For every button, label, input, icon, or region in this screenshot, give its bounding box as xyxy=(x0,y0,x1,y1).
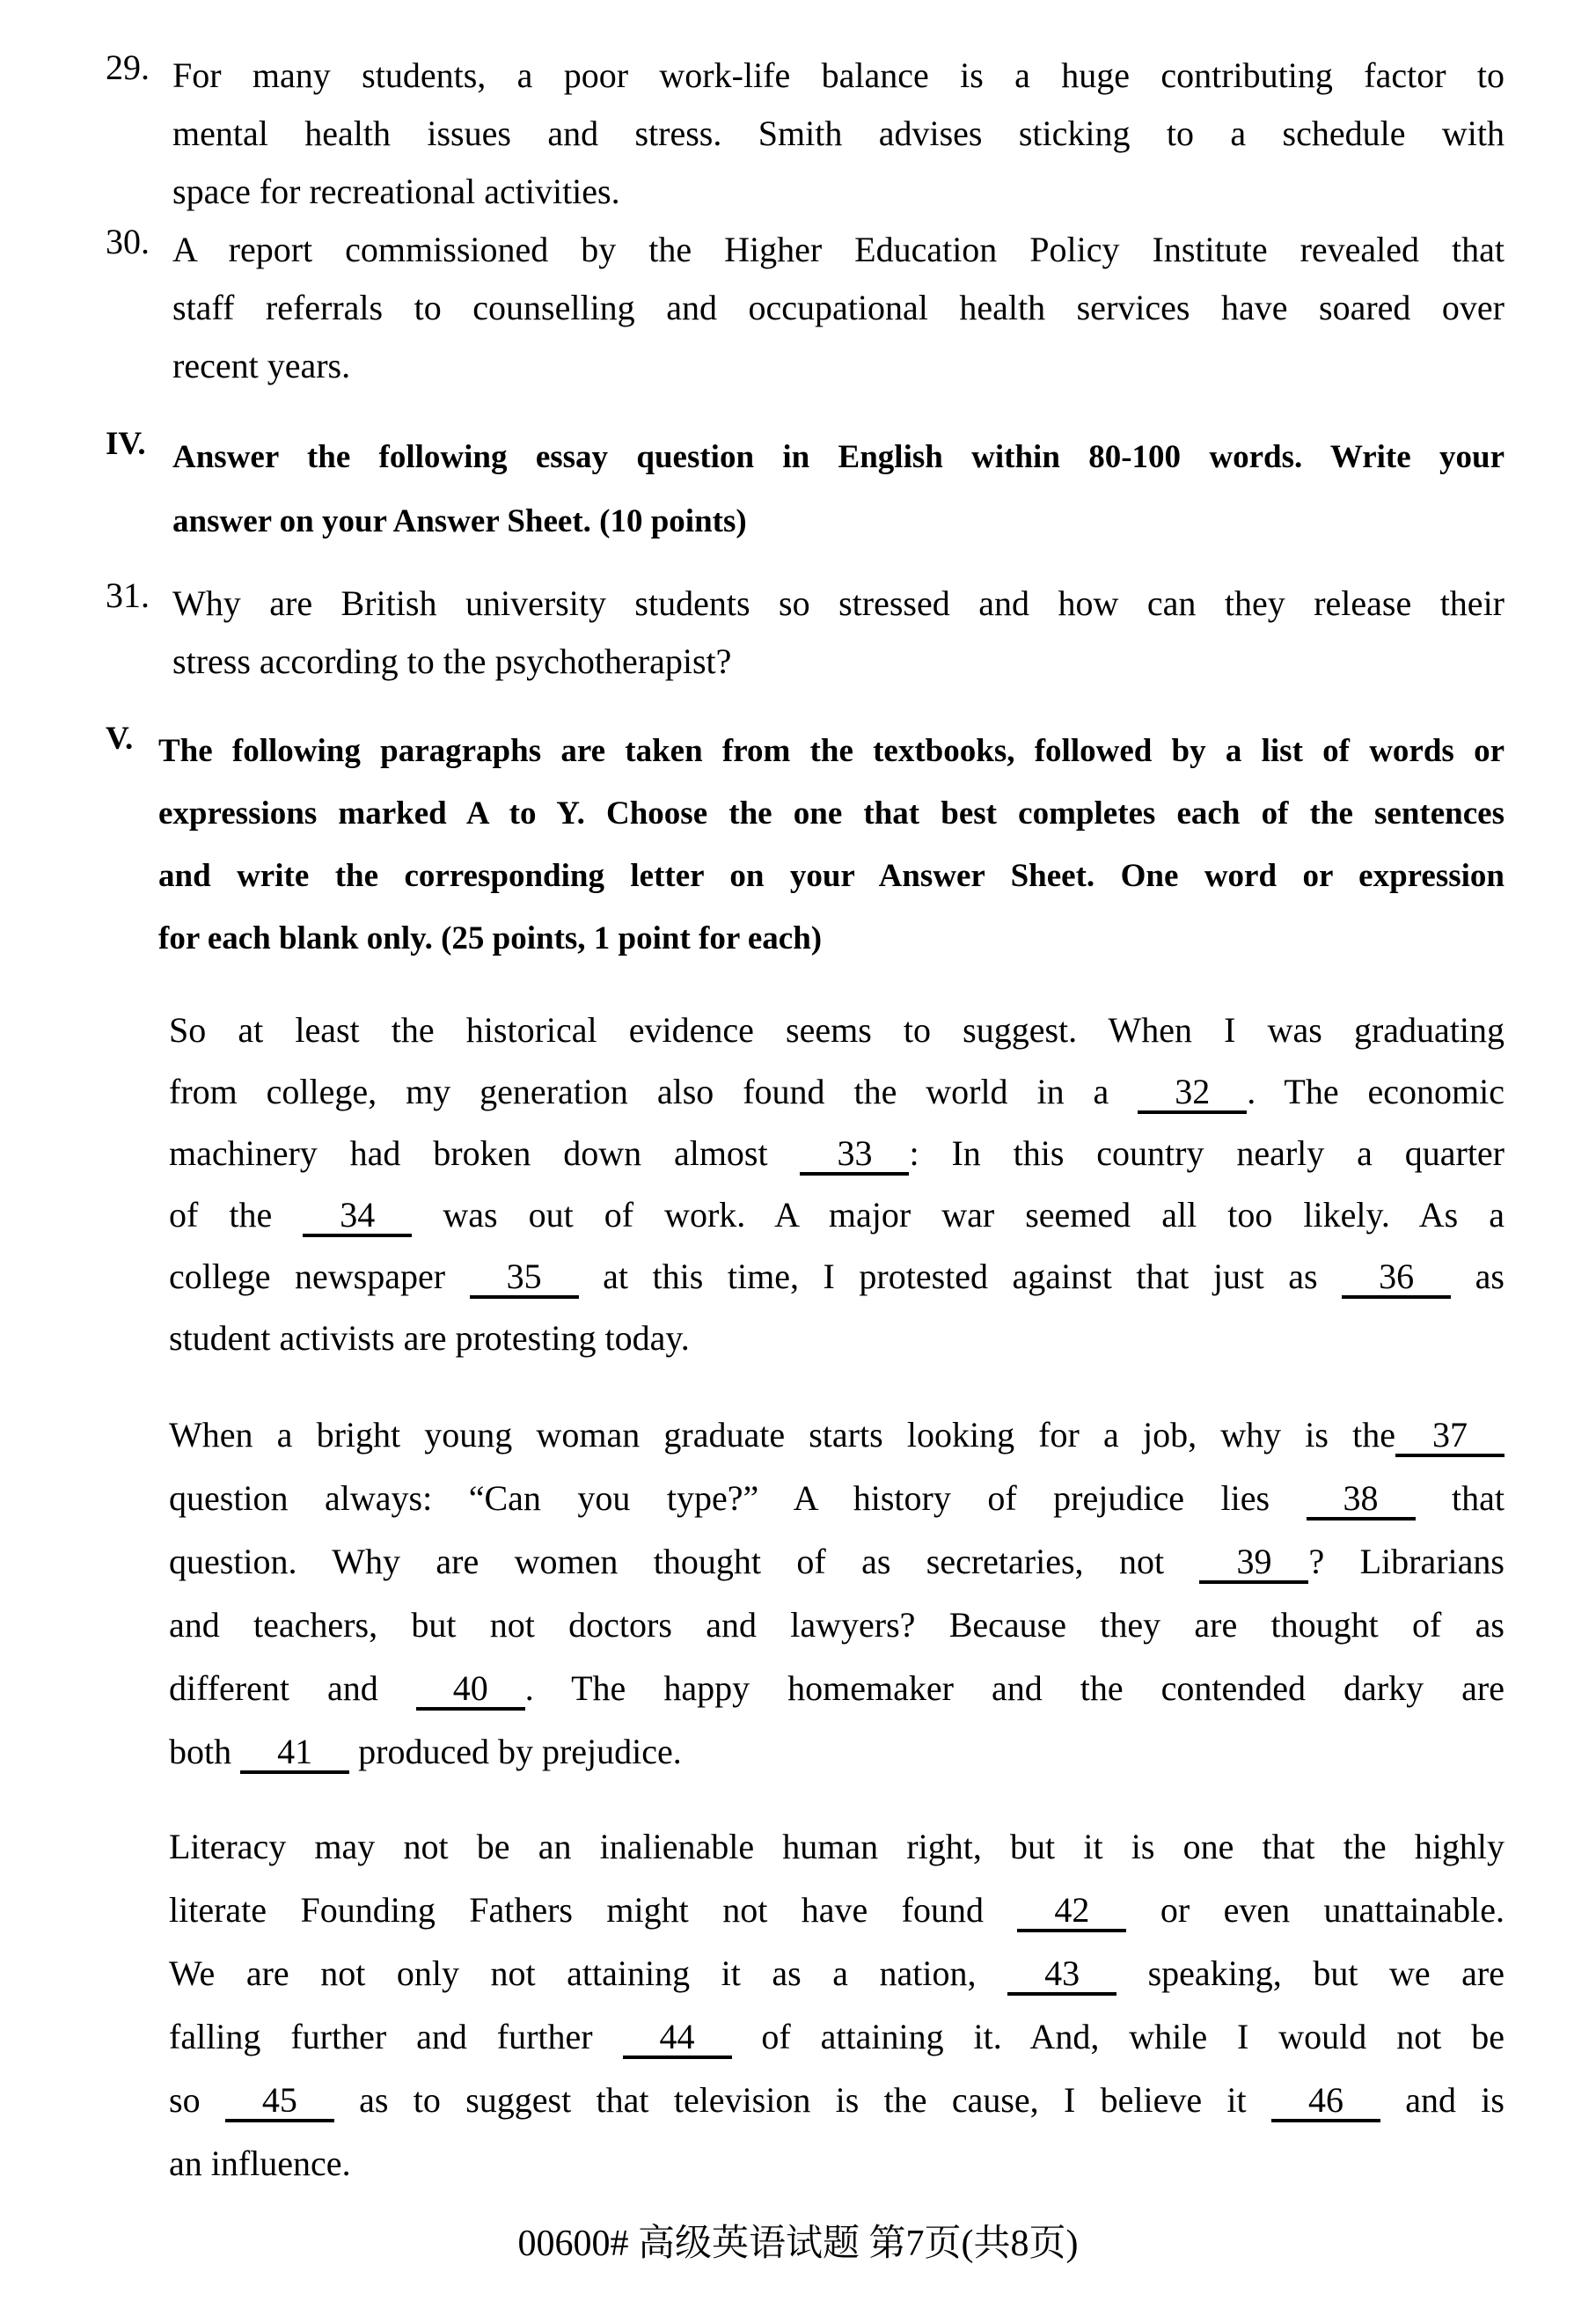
text-line: of the 34 was out of work. A major war seemed all too likely. As a xyxy=(169,1184,1504,1246)
text-line: college newspaper 35 at this time, I protested against that just as 36 as xyxy=(169,1246,1504,1308)
text-line: falling further and further 44 of attaining it. And, while I would not be xyxy=(169,2005,1504,2069)
text-line: from college, my generation also found the world in a 32 . The economic xyxy=(169,1061,1504,1123)
item-number xyxy=(106,1403,169,1784)
text-line: an influence. xyxy=(169,2143,351,2183)
text-line: Literacy may not be an inalienable human right, but it is one that the highly xyxy=(169,1827,1504,1866)
item-number: 30. xyxy=(106,222,150,261)
answer-blank-35: 35 xyxy=(470,1258,579,1299)
answer-blank-40: 40 xyxy=(416,1670,525,1711)
section-5 xyxy=(106,720,1504,970)
text-line: recent years. xyxy=(172,346,351,385)
block-body xyxy=(158,720,1504,970)
block-body xyxy=(172,47,1504,221)
item-31 xyxy=(106,575,1504,691)
text-line: both 41 produced by prejudice. xyxy=(169,1720,1504,1784)
answer-blank-43: 43 xyxy=(1007,1955,1116,1996)
text-line: The following paragraphs are taken from the textbooks, followed by a list of words or xyxy=(158,733,1504,769)
text-line: So at least the historical evidence seems to suggest. When I was graduating xyxy=(169,1010,1504,1050)
text-line: For many students, a poor work-life balance is a huge contributing factor to xyxy=(172,55,1504,95)
text-line: literate Founding Fathers might not have found 42 or even unattainable. xyxy=(169,1879,1504,1942)
text-line: Answer the following essay question in English within 80-100 words. Write your xyxy=(172,439,1504,475)
page-footer: 00600# 高级英语试题 第7页(共8页) xyxy=(517,2224,1079,2264)
text-line: Why are British university students so stressed and how can they release their xyxy=(172,583,1504,623)
text-line: expressions marked A to Y. Choose the one that best completes each of the sentences xyxy=(158,795,1504,832)
passage-2 xyxy=(106,1403,1504,1784)
block-body xyxy=(169,1815,1504,2195)
item-29 xyxy=(106,47,1504,221)
text-line: question. Why are women thought of as secretaries, not 39 ? Librarians xyxy=(169,1530,1504,1594)
block-body xyxy=(169,1403,1504,1784)
block-body xyxy=(172,425,1504,553)
page-content xyxy=(106,47,1504,2195)
item-number xyxy=(106,1000,169,1369)
text-line: and teachers, but not doctors and lawyers? Because they are thought of as xyxy=(169,1605,1504,1645)
answer-blank-38: 38 xyxy=(1307,1480,1416,1521)
answer-blank-46: 46 xyxy=(1271,2082,1380,2122)
item-number: 31. xyxy=(106,575,150,615)
answer-blank-37: 37 xyxy=(1395,1417,1504,1457)
text-line: staff referrals to counselling and occupational health services have soared over xyxy=(172,288,1504,327)
section-4 xyxy=(106,425,1504,553)
answer-blank-33: 33 xyxy=(800,1135,909,1176)
text-line: question always: “Can you type?” A history of prejudice lies 38 that xyxy=(169,1467,1504,1530)
section-numeral: V. xyxy=(106,721,134,757)
block-body xyxy=(172,221,1504,395)
text-line: space for recreational activities. xyxy=(172,172,620,211)
text-line: and write the corresponding letter on your Answer Sheet. One word or expression xyxy=(158,858,1504,894)
text-line: We are not only not attaining it as a nation, 43 speaking, but we are xyxy=(169,1942,1504,2005)
text-line: mental health issues and stress. Smith advises sticking to a schedule with xyxy=(172,114,1504,153)
text-line: stress according to the psychotherapist? xyxy=(172,641,732,681)
block-body xyxy=(169,1000,1504,1369)
text-line: A report commissioned by the Higher Education Policy Institute revealed that xyxy=(172,230,1504,269)
answer-blank-32: 32 xyxy=(1138,1074,1247,1114)
answer-blank-34: 34 xyxy=(303,1197,412,1237)
passage-1 xyxy=(106,1000,1504,1369)
text-line: student activists are protesting today. xyxy=(169,1318,690,1358)
section-numeral: IV. xyxy=(106,426,146,462)
answer-blank-39: 39 xyxy=(1199,1543,1308,1584)
text-line: When a bright young woman graduate starts looking for a job, why is the 37 xyxy=(169,1403,1504,1467)
text-line: machinery had broken down almost 33 : In this country nearly a quarter xyxy=(169,1123,1504,1184)
answer-blank-42: 42 xyxy=(1017,1892,1126,1932)
text-line: different and 40 . The happy homemaker and the contended darky are xyxy=(169,1657,1504,1720)
answer-blank-36: 36 xyxy=(1342,1258,1451,1299)
answer-blank-41: 41 xyxy=(240,1733,349,1774)
item-number: 29. xyxy=(106,48,150,87)
text-line: for each blank only. (25 points, 1 point for each) xyxy=(158,920,823,956)
answer-blank-45: 45 xyxy=(225,2082,334,2122)
passage-3 xyxy=(106,1815,1504,2195)
item-30 xyxy=(106,221,1504,395)
text-line: so 45 as to suggest that television is the cause, I believe it 46 and is xyxy=(169,2069,1504,2132)
answer-blank-44: 44 xyxy=(623,2019,732,2059)
item-number xyxy=(106,1815,169,2195)
block-body xyxy=(172,575,1504,691)
text-line: answer on your Answer Sheet. (10 points) xyxy=(172,503,747,539)
